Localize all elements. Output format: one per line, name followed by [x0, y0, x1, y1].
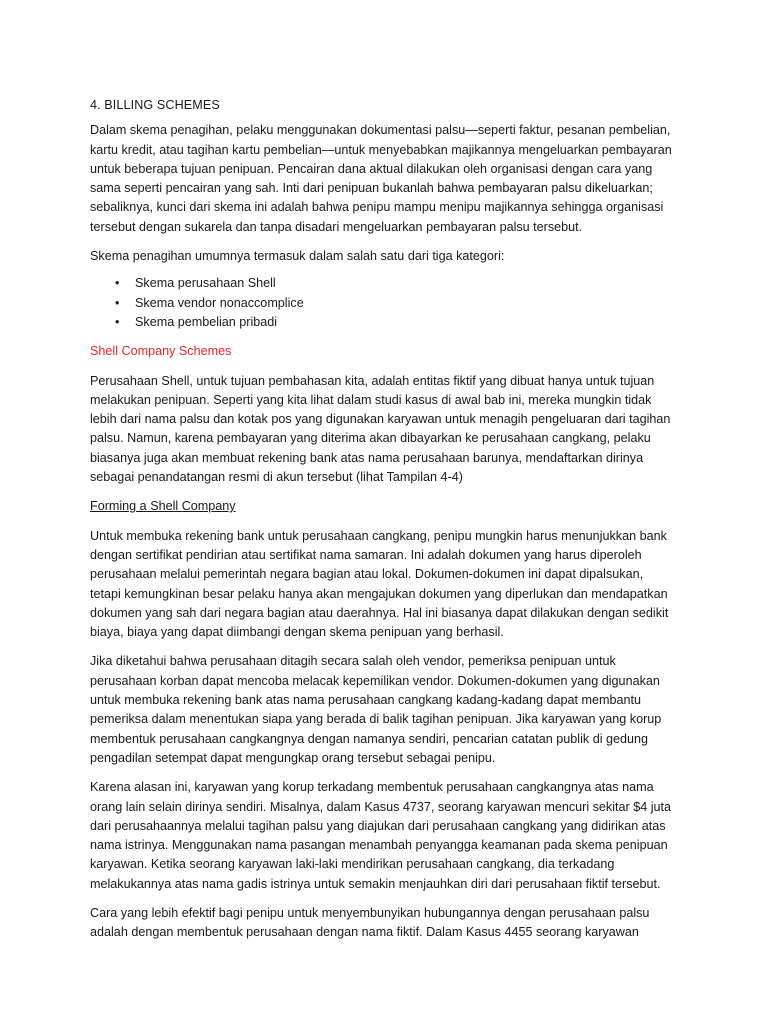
bullet-icon: •: [115, 276, 120, 291]
shell-company-heading: Shell Company Schemes: [90, 344, 232, 359]
list-item: [90, 274, 675, 293]
section-title: 4. BILLING SCHEMES: [90, 98, 220, 112]
forming-paragraph-4: Cara yang lebih efektif bagi penipu untuk menyembunyikan hubungannya dengan perusahaan palsu adalah dengan membentuk perusahaan dengan nama fiktif. Dalam Kasus 4455 seorang karyawan: [90, 905, 650, 940]
document-page: [90, 96, 675, 953]
list-item-label: Skema vendor nonaccomplice: [135, 295, 304, 310]
forming-shell-heading: Forming a Shell Company: [90, 499, 236, 514]
forming-paragraph-2: Jika diketahui bahwa perusahaan ditagih secara salah oleh vendor, pemeriksa penipuan untuk perusahaan korban dapat mencoba melacak kepemilikan vendor. Dokumen-dokumen yang digunakan untuk membuka rekening bank atas nama perusahaan cangkang kadang-kadang dapat membantu pemeriksa dalam menentukan siapa yang berada di balik tagihan penipuan. Jika karyawan yang korup membentuk perusahaan cangkangnya dengan namanya sendiri, pencarian catatan publik di gedung pengadilan setempat dapat mengungkap orang tersebut sebagai penipu.: [90, 654, 662, 765]
bullet-icon: •: [115, 314, 120, 329]
list-item-label: Skema perusahaan Shell: [135, 276, 276, 291]
categories-list: [90, 274, 675, 332]
shell-company-paragraph: Perusahaan Shell, untuk tujuan pembahasan kita, adalah entitas fiktif yang dibuat hanya untuk tujuan melakukan penipuan. Seperti yang kita lihat dalam studi kasus di awal bab ini, mereka mungkin tidak lebih dari nama palsu dan kotak pos yang digunakan karyawan untuk menagih pengeluaran dari tagihan palsu. Namun, karena pembayaran yang diterima akan dibayarkan ke perusahaan cangkang, pelaku biasanya juga akan membuat rekening bank atas nama perusahaan barunya, mendaftarkan dirinya sebagai penandatangan resmi di akun tersebut (lihat Tampilan 4-4): [90, 373, 671, 485]
categories-intro: Skema penagihan umumnya termasuk dalam salah satu dari tiga kategori:: [90, 249, 505, 264]
list-item-label: Skema pembelian pribadi: [135, 314, 278, 329]
forming-paragraph-1: Untuk membuka rekening bank untuk perusahaan cangkang, penipu mungkin harus menunjukkan bank dengan sertifikat pendirian atau sertifikat nama samaran. Ini adalah dokumen yang harus diperoleh perusahaan melalui pemerintah negara bagian atau lokal. Dokumen-dokumen ini dapat dipalsukan, tetapi kemungkinan besar pelaku hanya akan mengajukan dokumen yang diperlukan dan mendapatkan dokumen yang sah dari negara bagian atau daerahnya. Hal ini biasanya dapat dilakukan dengan sedikit biaya, biaya yang dapat diimbangi dengan skema penipuan yang berhasil.: [90, 528, 669, 640]
list-item: [90, 294, 675, 313]
list-item: [90, 313, 675, 332]
forming-paragraph-3: Karena alasan ini, karyawan yang korup terkadang membentuk perusahaan cangkangnya atas nama orang lain selain dirinya sendiri. Misalnya, dalam Kasus 4737, seorang karyawan mencuri sekitar $4 juta dari perusahaannya melalui tagihan palsu yang diajukan dari perusahaan cangkang yang didirikan atas nama istrinya. Menggunakan nama pasangan menambah penyangga keamanan pada skema penipuan karyawan. Ketika seorang karyawan laki-laki mendirikan perusahaan cangkang, dia terkadang melakukannya atas nama gadis istrinya untuk semakin menjauhkan diri dari perusahaan fiktif tersebut.: [90, 780, 672, 891]
bullet-icon: •: [115, 295, 120, 310]
intro-paragraph: Dalam skema penagihan, pelaku menggunakan dokumentasi palsu—seperti faktur, pesanan pembelian, kartu kredit, atau tagihan kartu pembelian—untuk menyebabkan majikannya mengeluarkan pembayaran untuk beberapa tujuan penipuan. Pencairan dana aktual dilakukan oleh organisasi dengan cara yang sama seperti pencairan yang sah. Inti dari penipuan bukanlah bahwa pembayaran palsu dikeluarkan; sebaliknya, kunci dari skema ini adalah bahwa penipu mampu menipu majikannya sehingga organisasi tersebut dengan sukarela dan tanpa disadari mengeluarkan pembayaran palsu tersebut.: [90, 123, 672, 234]
